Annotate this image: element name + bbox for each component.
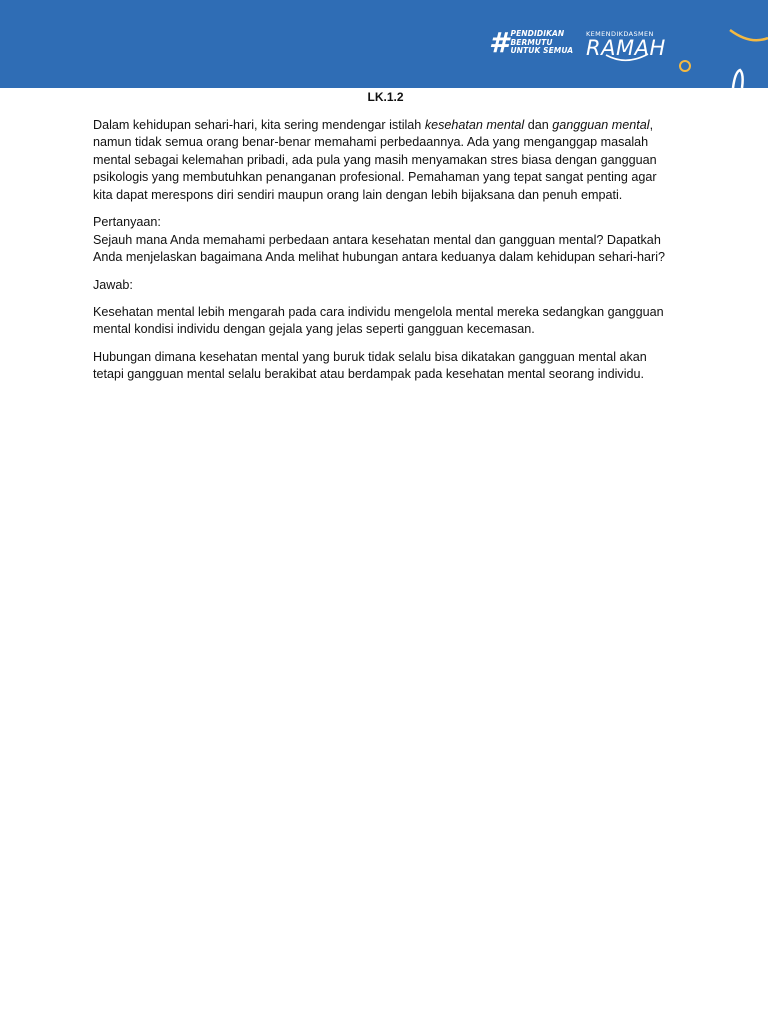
answer-paragraph-1: Kesehatan mental lebih mengarah pada cara individu mengelola mental mereka sedangkan gangguan mental kondisi individu dengan gejala yang jelas seperti gangguan kecemasan. <box>93 304 664 337</box>
tagline-line-3: UNTUK SEMUA <box>510 46 574 56</box>
header-banner <box>0 0 768 88</box>
question-label: Pertanyaan: <box>93 215 161 230</box>
tagline-line-2: BERMUTU <box>510 37 553 47</box>
ministry-name: KEMENDIKDASMEN <box>586 30 654 38</box>
smile-swoosh-icon <box>604 52 654 64</box>
term-kesehatan-mental: kesehatan mental <box>424 117 525 132</box>
intro-text-3: , namun tidak semua orang benar-benar memahami perbedaannya. Ada yang menganggap masalah mental sebagai kelemahan pribadi, ada pula yang masih menyamakan stres biasa dengan gangguan psikologis yang membutuhkan penanganan profesional. Pemahaman yang tepat sangat penting agar kita dapat merespons diri sendiri maupun orang lain dengan lebih bijaksana dan penuh empati. <box>93 117 657 202</box>
hashtag-icon: # <box>489 26 509 59</box>
intro-text-2: dan <box>524 117 553 132</box>
pendidikan-bermutu-logo <box>489 26 574 59</box>
question-block <box>93 214 678 267</box>
answer-paragraph-2: Hubungan dimana kesehatan mental yang buruk tidak selalu bisa dikatakan gangguan mental akan tetapi gangguan mental selalu berakibat atau berdampak pada kesehatan mental seorang individu. <box>93 349 647 382</box>
tagline-line-1: PENDIDIKAN <box>510 29 565 39</box>
question-text: Sejauh mana Anda memahami perbedaan antara kesehatan mental dan gangguan mental? Dapatkah Anda menjelaskan bagaimana Anda melihat hubungan antara keduanya dalam kehidupan sehari-hari? <box>93 232 666 265</box>
term-gangguan-mental: gangguan mental <box>552 117 650 132</box>
intro-text-1: Dalam kehidupan sehari-hari, kita sering mendengar istilah <box>93 117 425 132</box>
document-title: LK.1.2 <box>367 90 404 104</box>
document-body <box>93 89 678 393</box>
answer-label: Jawab: <box>93 277 133 292</box>
brand-tagline <box>510 30 573 56</box>
intro-paragraph <box>93 117 678 205</box>
ramah-wordmark: RAMAH <box>586 36 666 60</box>
